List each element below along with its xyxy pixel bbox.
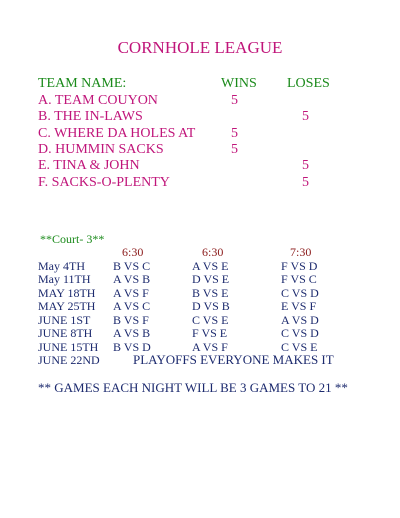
- schedule-game: B VS D: [113, 340, 151, 354]
- team-name: D. HUMMIN SACKS: [38, 142, 164, 157]
- team-loses: 5: [302, 175, 309, 190]
- schedule-game: A VS C: [113, 299, 151, 313]
- schedule-game: A VS B: [113, 326, 151, 340]
- team-loses: 5: [302, 158, 309, 173]
- schedule-game: E VS F: [281, 299, 317, 313]
- schedule-game: A VS F: [192, 340, 228, 354]
- team-name: F. SACKS-O-PLENTY: [38, 175, 170, 190]
- schedule-game: A VS E: [192, 259, 229, 273]
- schedule-game: F VS E: [192, 326, 228, 340]
- schedule-date: JUNE 15TH: [38, 340, 99, 354]
- team-wins: 5: [231, 93, 238, 108]
- schedule-game: B VS E: [192, 286, 229, 300]
- time-header: 6:30: [202, 245, 224, 259]
- team-name-header: TEAM NAME:: [38, 76, 127, 91]
- time-header: 7:30: [290, 245, 312, 259]
- team-wins: 5: [231, 126, 238, 141]
- schedule-game: B VS C: [113, 259, 151, 273]
- schedule-date: JUNE 1ST: [38, 313, 91, 327]
- schedule-game: C VS D: [281, 326, 319, 340]
- schedule-game: C VS D: [281, 286, 319, 300]
- schedule-game: B VS F: [113, 313, 149, 327]
- team-name: A. TEAM COUYON: [38, 93, 158, 108]
- games-note: ** GAMES EACH NIGHT WILL BE 3 GAMES TO 21 **: [38, 380, 348, 395]
- team-name: E. TINA & JOHN: [38, 158, 140, 173]
- schedule-game: C VS E: [281, 340, 318, 354]
- schedule-game: A VS B: [113, 272, 151, 286]
- loses-header: LOSES: [287, 76, 330, 91]
- schedule-date: May 11TH: [38, 272, 91, 286]
- playoff-date: JUNE 22ND: [38, 353, 100, 367]
- schedule-game: A VS D: [281, 313, 319, 327]
- time-header: 6:30: [122, 245, 144, 259]
- playoff-text: PLAYOFFS EVERYONE MAKES IT: [133, 352, 334, 367]
- schedule-game: C VS E: [192, 313, 229, 327]
- wins-header: WINS: [221, 76, 257, 91]
- court-label: **Court- 3**: [40, 232, 105, 246]
- schedule-game: F VS D: [281, 259, 318, 273]
- schedule-game: F VS C: [281, 272, 317, 286]
- team-name: C. WHERE DA HOLES AT: [38, 126, 196, 141]
- team-loses: 5: [302, 109, 309, 124]
- team-name: B. THE IN-LAWS: [38, 109, 143, 124]
- schedule-date: May 4TH: [38, 259, 85, 273]
- schedule-date: MAY 25TH: [38, 299, 96, 313]
- team-wins: 5: [231, 142, 238, 157]
- schedule-date: MAY 18TH: [38, 286, 96, 300]
- schedule-game: A VS F: [113, 286, 149, 300]
- page-title: CORNHOLE LEAGUE: [117, 38, 283, 57]
- schedule-game: D VS E: [192, 272, 230, 286]
- schedule-game: D VS B: [192, 299, 230, 313]
- schedule-date: JUNE 8TH: [38, 326, 93, 340]
